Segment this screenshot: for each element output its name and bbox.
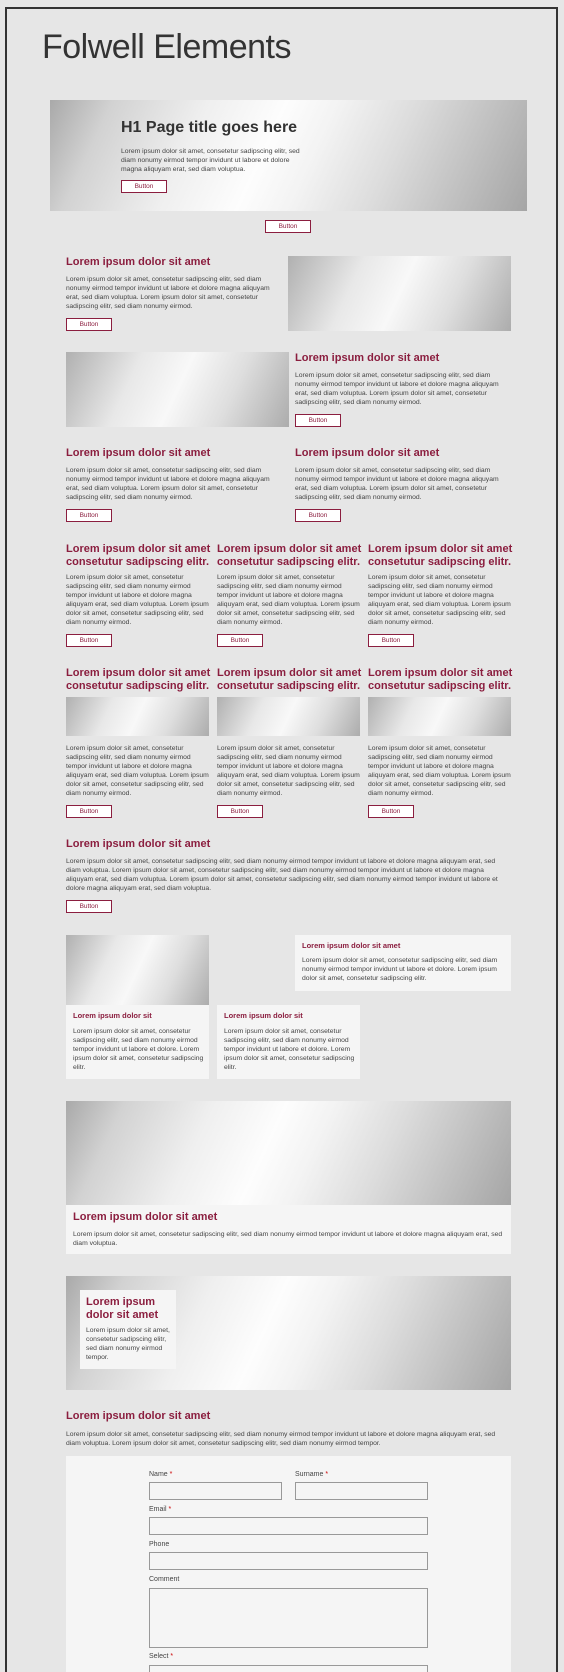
column-button[interactable]: Button (295, 509, 341, 522)
section-button[interactable]: Button (295, 414, 341, 427)
card-text: Lorem ipsum dolor sit amet, consetetur sadipscing elitr, sed diam nonumy eirmod tempor invidunt ut labore et dolore. Lorem ipsum dolor sit amet, consetetur sadipscing elitr. (224, 1028, 355, 1071)
select-field[interactable] (149, 1665, 428, 1672)
column-button[interactable]: Button (66, 805, 112, 818)
section-image (288, 256, 511, 331)
column-text: Lorem ipsum dolor sit amet, consetetur sadipscing elitr, sed diam nonumy eirmod tempor invidunt ut labore et dolore magna aliquyam erat, sed diam voluptua. Lorem ipsum dolor sit amet, consetetur sadipscing elitr, sed diam nonumy eirmod. (66, 467, 270, 501)
column-button[interactable]: Button (368, 805, 414, 818)
banner-heading: Lorem ipsum dolor sit amet (73, 1211, 218, 1223)
card-heading: Lorem ipsum dolor sit amet (302, 941, 401, 950)
column-heading: Lorem ipsum dolor sit amet (66, 447, 211, 459)
card-text: Lorem ipsum dolor sit amet, consetetur sadipscing elitr, sed diam nonumy eirmod tempor invidunt ut labore et dolore. Lorem ipsum dolor sit amet, consetetur sadipscing elitr. (73, 1028, 204, 1071)
column-text: Lorem ipsum dolor sit amet, consetetur sadipscing elitr, sed diam nonumy eirmod tempor invidunt ut labore et dolore magna aliquyam erat, sed diam voluptua. Lorem ipsum dolor sit amet, consetetur sadipscing elitr, sed diam nonumy eirmod. (368, 574, 511, 626)
required-mark: * (325, 1471, 329, 1478)
section-text: Lorem ipsum dolor sit amet, consetetur sadipscing elitr, sed diam nonumy eirmod tempor invidunt ut labore et dolore magna aliquyam erat, sed diam voluptua. Lorem ipsum dolor sit amet, consetetur sadipscing elitr, sed diam nonumy eirmod. (295, 372, 499, 406)
column-button[interactable]: Button (217, 634, 263, 647)
surname-label (295, 1471, 328, 1478)
column-button[interactable]: Button (66, 634, 112, 647)
card-heading: Lorem ipsum dolor sit (73, 1011, 152, 1020)
email-label (149, 1506, 171, 1513)
column-heading: Lorem ipsum dolor sit amet consetutur sadipscing elitr. (66, 543, 211, 568)
section-heading: Lorem ipsum dolor sit amet (295, 352, 440, 364)
overlay-text: Lorem ipsum dolor sit amet, consetetur sadipscing elitr, sed diam nonumy eirmod tempor. (86, 1327, 170, 1361)
hero-title: H1 Page title goes here (121, 119, 298, 136)
required-mark: * (169, 1471, 173, 1478)
comment-label: Comment (149, 1576, 180, 1583)
email-field[interactable] (149, 1517, 428, 1535)
hero-text: Lorem ipsum dolor sit amet, consetetur sadipscing elitr, sed diam nonumy eirmod tempor invidunt ut labore et dolore magna aliquyam erat, sed diam voluptua. (121, 148, 300, 173)
name-field[interactable] (149, 1482, 282, 1500)
banner-text: Lorem ipsum dolor sit amet, consetetur sadipscing elitr, sed diam nonumy eirmod tempor invidunt ut labore et dolore magna aliquyam erat, sed diam voluptua. (73, 1231, 503, 1247)
column-button[interactable]: Button (66, 509, 112, 522)
column-heading: Lorem ipsum dolor sit amet consetutur sadipscing elitr. (368, 667, 513, 692)
form-intro: Lorem ipsum dolor sit amet, consetetur sadipscing elitr, sed diam nonumy eirmod tempor invidunt ut labore et dolore magna aliquyam erat, sed diam voluptua. Lorem ipsum dolor sit amet, consetetur sadipscing elitr, sed diam nonumy eirmod tempor. (66, 1431, 496, 1447)
name-label (149, 1471, 172, 1478)
section-heading: Lorem ipsum dolor sit amet (66, 256, 211, 268)
card-text: Lorem ipsum dolor sit amet, consetetur sadipscing elitr, sed diam nonumy eirmod tempor invidunt ut labore et dolore. Lorem ipsum dolor sit amet, consetetur sadipscing elitr. (302, 957, 498, 982)
required-mark: * (168, 1506, 172, 1513)
site-title: Folwell Elements (42, 28, 291, 66)
card-image (66, 935, 209, 1005)
hero-button[interactable]: Button (121, 180, 167, 193)
section-heading: Lorem ipsum dolor sit amet (66, 838, 211, 850)
section-button[interactable]: Button (66, 318, 112, 331)
banner-image (66, 1101, 511, 1205)
column-heading: Lorem ipsum dolor sit amet consetutur sadipscing elitr. (217, 667, 362, 692)
column-heading: Lorem ipsum dolor sit amet (295, 447, 440, 459)
column-text: Lorem ipsum dolor sit amet, consetetur sadipscing elitr, sed diam nonumy eirmod tempor invidunt ut labore et dolore magna aliquyam erat, sed diam voluptua. Lorem ipsum dolor sit amet, consetetur sadipscing elitr, sed diam nonumy eirmod. (66, 574, 209, 626)
card-heading: Lorem ipsum dolor sit (224, 1011, 303, 1020)
column-image (66, 697, 209, 736)
required-mark: * (170, 1653, 174, 1660)
surname-label-text: Surname (295, 1471, 324, 1478)
phone-field[interactable] (149, 1552, 428, 1570)
column-text: Lorem ipsum dolor sit amet, consetetur sadipscing elitr, sed diam nonumy eirmod tempor invidunt ut labore et dolore magna aliquyam erat, sed diam voluptua. Lorem ipsum dolor sit amet, consetetur sadipscing elitr, sed diam nonumy eirmod. (368, 745, 511, 797)
phone-label: Phone (149, 1541, 170, 1548)
column-heading: Lorem ipsum dolor sit amet consetutur sadipscing elitr. (368, 543, 513, 568)
select-label (149, 1653, 173, 1660)
section-button[interactable]: Button (66, 900, 112, 913)
center-button[interactable]: Button (265, 220, 311, 233)
section-text: Lorem ipsum dolor sit amet, consetetur sadipscing elitr, sed diam nonumy eirmod tempor invidunt ut labore et dolore magna aliquyam erat, sed diam voluptua. Lorem ipsum dolor sit amet, consetetur sadipscing elitr, sed diam nonumy eirmod tempor invidunt ut labore et dolore magna aliquyam erat, sed diam voluptua. Lorem ipsum dolor sit amet, consetetur sadipscing elitr, sed diam nonumy eirmod tempor invidunt ut labore et dolore magna aliquyam erat, sed diam voluptua. (66, 858, 498, 892)
name-label-text: Name (149, 1471, 168, 1478)
select-label-text: Select (149, 1653, 169, 1660)
column-button[interactable]: Button (368, 634, 414, 647)
section-text: Lorem ipsum dolor sit amet, consetetur sadipscing elitr, sed diam nonumy eirmod tempor invidunt ut labore et dolore magna aliquyam erat, sed diam voluptua. Lorem ipsum dolor sit amet, consetetur sadipscing elitr, sed diam nonumy eirmod. (66, 276, 270, 310)
column-heading: Lorem ipsum dolor sit amet consetutur sadipscing elitr. (217, 543, 362, 568)
column-text: Lorem ipsum dolor sit amet, consetetur sadipscing elitr, sed diam nonumy eirmod tempor invidunt ut labore et dolore magna aliquyam erat, sed diam voluptua. Lorem ipsum dolor sit amet, consetetur sadipscing elitr, sed diam nonumy eirmod. (295, 467, 499, 501)
column-button[interactable]: Button (217, 805, 263, 818)
form-heading: Lorem ipsum dolor sit amet (66, 1410, 211, 1422)
section-image (66, 352, 289, 427)
column-text: Lorem ipsum dolor sit amet, consetetur sadipscing elitr, sed diam nonumy eirmod tempor invidunt ut labore et dolore magna aliquyam erat, sed diam voluptua. Lorem ipsum dolor sit amet, consetetur sadipscing elitr, sed diam nonumy eirmod. (66, 745, 209, 797)
column-image (368, 697, 511, 736)
surname-field[interactable] (295, 1482, 428, 1500)
column-image (217, 697, 360, 736)
overlay-heading: Lorem ipsum dolor sit amet (86, 1296, 159, 1321)
column-text: Lorem ipsum dolor sit amet, consetetur sadipscing elitr, sed diam nonumy eirmod tempor invidunt ut labore et dolore magna aliquyam erat, sed diam voluptua. Lorem ipsum dolor sit amet, consetetur sadipscing elitr, sed diam nonumy eirmod. (217, 745, 360, 797)
column-text: Lorem ipsum dolor sit amet, consetetur sadipscing elitr, sed diam nonumy eirmod tempor invidunt ut labore et dolore magna aliquyam erat, sed diam voluptua. Lorem ipsum dolor sit amet, consetetur sadipscing elitr, sed diam nonumy eirmod. (217, 574, 360, 626)
column-heading: Lorem ipsum dolor sit amet consetutur sadipscing elitr. (66, 667, 211, 692)
comment-field[interactable] (149, 1588, 428, 1648)
email-label-text: Email (149, 1506, 167, 1513)
